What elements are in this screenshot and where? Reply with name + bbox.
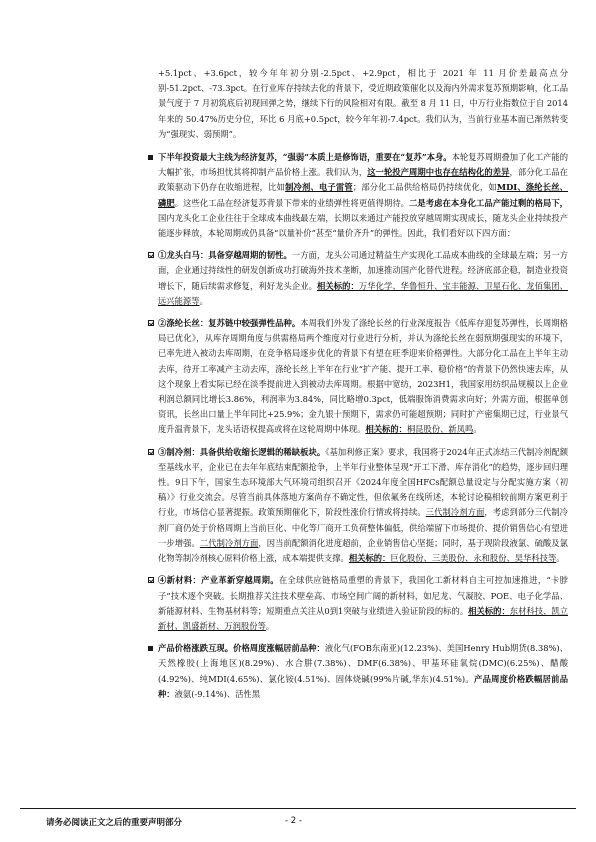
polyester-heading: ②涤纶长丝：复苏链中较强弹性品种。 — [158, 318, 301, 329]
recovery-bold-2: 二是考虑在本身化工品产能过剩的格局下， — [409, 197, 568, 208]
refrigerant-related-stocks: 巨化股份、三美股份、永和股份、昊华科技等 — [390, 553, 557, 564]
leaders-related-stocks: 万华化学、华鲁恒升、宝丰能源、卫星石化、龙佰集团、远兴能源等 — [158, 280, 568, 306]
prices-heading: 产品价格涨跌互现。价格周度涨幅居前品种： — [158, 643, 325, 654]
refrigerant-text-2: ，考虑到部分三代制冷剂厂商仍处于价格周期上当前巨化、中化等厂商开工负荷整体偏低，供给端留下市场提价、提价销售信心有望进一步增强。 — [158, 507, 568, 548]
polyester-related-stocks: 桐昆股份、新凤鸣 — [406, 424, 474, 435]
checkbox-bullet-icon — [148, 577, 154, 583]
prices-losers: 液氨(-9.14%)、活性黑 — [174, 688, 261, 699]
checkbox-bullet-icon — [148, 320, 154, 326]
paragraph-new-materials — [158, 573, 568, 634]
new-materials-end: 。 — [265, 620, 275, 631]
recovery-lead: 下半年投资最大主线为经济复苏，“强弱”本质上是修饰语，重要在“复苏”本身。 — [158, 152, 452, 163]
new-materials-related-label: 相关标的： — [468, 605, 510, 616]
checkbox-bullet-icon — [148, 252, 154, 258]
square-bullet-icon — [148, 646, 153, 651]
square-bullet-icon — [148, 155, 153, 160]
prices-gainers: 液化气(FOB东南亚)(12.23%)、美国Henry Hub期货(8.38%)、天然橡胶(上海地区)(8.29%)、水合肼(7.38%)、DMF(6.38%)、甲基环硅氧烷(DMC)(6.25%)、醋酸(4.92%)、纯MDI(4.65%)、氯化铵(4.51%)、固体烧碱(99%片碱,华东)(4.51%)。 — [158, 643, 568, 684]
refrigerant-heading: ③制冷剂：具备供给收缩长逻辑的稀缺板块。 — [158, 446, 326, 457]
leaders-related-label: 相关标的： — [317, 280, 359, 291]
recovery-text-3: ；部分化工品供给格局仍持续优化，如 — [352, 182, 497, 193]
recovery-underline-2: MDI、涤纶长丝、磷肥 — [158, 182, 568, 208]
recovery-text-5: 国内龙头化工企业往往于全球成本曲线最左端，长期以来通过产能投放穿越周期实现成长，随龙头企业持续投产能逐步释放，本轮周期或仍具备“以量补价”甚至“量价齐升”的弹性。因此，我们看好以下四方面： — [158, 212, 568, 239]
checkbox-bullet-icon — [148, 449, 154, 455]
paragraph-prices — [158, 641, 568, 702]
new-materials-related-stocks: 东材科技、凯立新材、凯盛新材、万润股份等 — [158, 605, 568, 631]
paragraph-recovery — [158, 150, 568, 241]
new-materials-body: 在全球供应链格局重塑的背景下，我国化工新材料自主可控加速推进，“卡脖子”技术逐个突破。长期推荐关注技术壁垒高、市场空间广阔的新材料，如尼龙、气凝胶、POE、电子化学品、新能源材料、生物基材料等；短期重点关注从0到1突破与业绩进入验证阶段的标的。 — [158, 575, 568, 616]
recovery-bold-1: 这一轮投产周期中也存在结构化的差异 — [367, 167, 510, 178]
leaders-end: 。 — [199, 295, 208, 306]
new-materials-heading: ④新材料：产业革新穿越周期。 — [158, 575, 279, 586]
paragraph-leaders — [158, 248, 568, 309]
footer-disclaimer: 请务必阅读正文之后的重要声明部分 — [46, 818, 183, 828]
polyester-related-label: 相关标的： — [365, 424, 407, 435]
refrigerant-related-label: 相关标的： — [348, 553, 391, 564]
footer-divider — [20, 808, 576, 809]
leaders-heading: ①龙头白马：具备穿越周期的韧性。 — [158, 250, 292, 261]
polyester-body: 本周我们外发了涤纶长丝的行业深度报告《低库存迎复苏弹性，长周期格局已优化》，从库存周期角度与供需格局两个维度对行业进行分析，并认为涤纶长丝在弱预期强现实的环境下，已率先进入被动去库周期，在竞争格局逐步优化的背景下有望在旺季迎来价格弹性。大部分化工品在上半年主动去库，待开工率减产主动去库，涤纶长丝上半年在行业“扩产能、提开工率、稳价格”的背景下仍然快速去库，从这个现象上看实际已经在淡季提前进入到被动去库周期。根据中宽纺，2023H1，我国家用纺织品规模以上企业利润总额同比增长3.86%，利润率为3.84%，同比略增0.3pct，低端服饰消费需求向好；外需方面，根据单创资讯，长丝出口量上半年同比+25.9%；金九银十预期下，需求仍可能超预期；同时扩产密集期已过，行业景气度升温背景下，龙头话语权提高或将在这轮周期中体现。 — [158, 318, 568, 435]
leaders-body: 一方面，龙头公司通过精益生产实现化工品成本曲线的全球最左端；另一方面，企业通过持续性的研发创新成功打破海外技术垄断，加速推动国产化替代进程。经济底部企稳，制造业投资增长下，随后续需求修复，利好龙头企业。 — [158, 250, 568, 291]
paragraph-polyester — [158, 316, 568, 438]
page-number: - 2 - — [285, 816, 302, 826]
refrigerant-third-gen: 三代制冷剂方面 — [425, 507, 485, 518]
intro-paragraph: +5.1pct、+3.6pct，较今年年初分别-2.5pct、+2.9pct，相比于 2021 年 11 月价差最高点分别-51.2pct、-73.3pct。在行业库存持续去化的背景下，受近期政策催化以及海内外需求复苏预期影响，化工品景气度于 7 月初筑底后初现回弹之势，继续下行的风险相对有限。截至 8 月 11 日，中万行业指数位于自 2014 年来的 50.47%历史分位，环比 6 月底+0.5pct，较今年年初-7.4pct。我们认为，当前行业基本面已渐然转变为“强现实、弱预期”。 — [158, 68, 568, 139]
main-content — [158, 66, 568, 709]
recovery-underline-1: 制冷剂、电子雷管 — [285, 182, 353, 193]
refrigerant-second-gen: 二代制冷剂方面 — [199, 537, 259, 548]
polyester-end: 。 — [473, 424, 482, 435]
prices-losers-heading: 产品周度价格跌幅居前品种： — [158, 673, 568, 699]
refrigerant-end: 。 — [556, 553, 565, 564]
refrigerant-text-3: ，因当前配额消化进度超前，企业销售信心坚挺；同时，基于现阶段液氯、硫酸及氯化物等制冷剂核心原料价格上涨，成本端提供支撑。 — [158, 537, 568, 564]
paragraph-refrigerant — [158, 445, 568, 567]
recovery-text-1: 本轮复苏周期叠加了化工产能的大幅扩张，市场担忧其将抑制产品价格上涨。我们认为， — [158, 152, 568, 178]
recovery-text-2: ，部分化工品在政策驱动下仍存在收缩进程，比如 — [158, 167, 568, 193]
refrigerant-text-1: 《基加利修正案》要求，我国将于2024年正式冻结三代制冷剂配额至基线水平，企业已在去年年底结束配额抢争，上半年行业整体呈现“开工下滑、库存消化”的趋势，逐步回归理性。9日下午，国家生态环境部大气环境司组织召开《2024年度全国HFCs配额总量设定与分配实施方案（初稿）》行业交流会。尽管当前具体落地方案尚存不确定性，但依氟务在线所述，本轮讨论稿相较前期方案更利于行业，市场信心显著提振。政策预期催化下，阶段性涨价行情或将持续。 — [158, 446, 568, 518]
recovery-text-4: 。这些化工品在经济复苏背景下带来的业绩弹性将更值得期待。 — [174, 197, 410, 208]
